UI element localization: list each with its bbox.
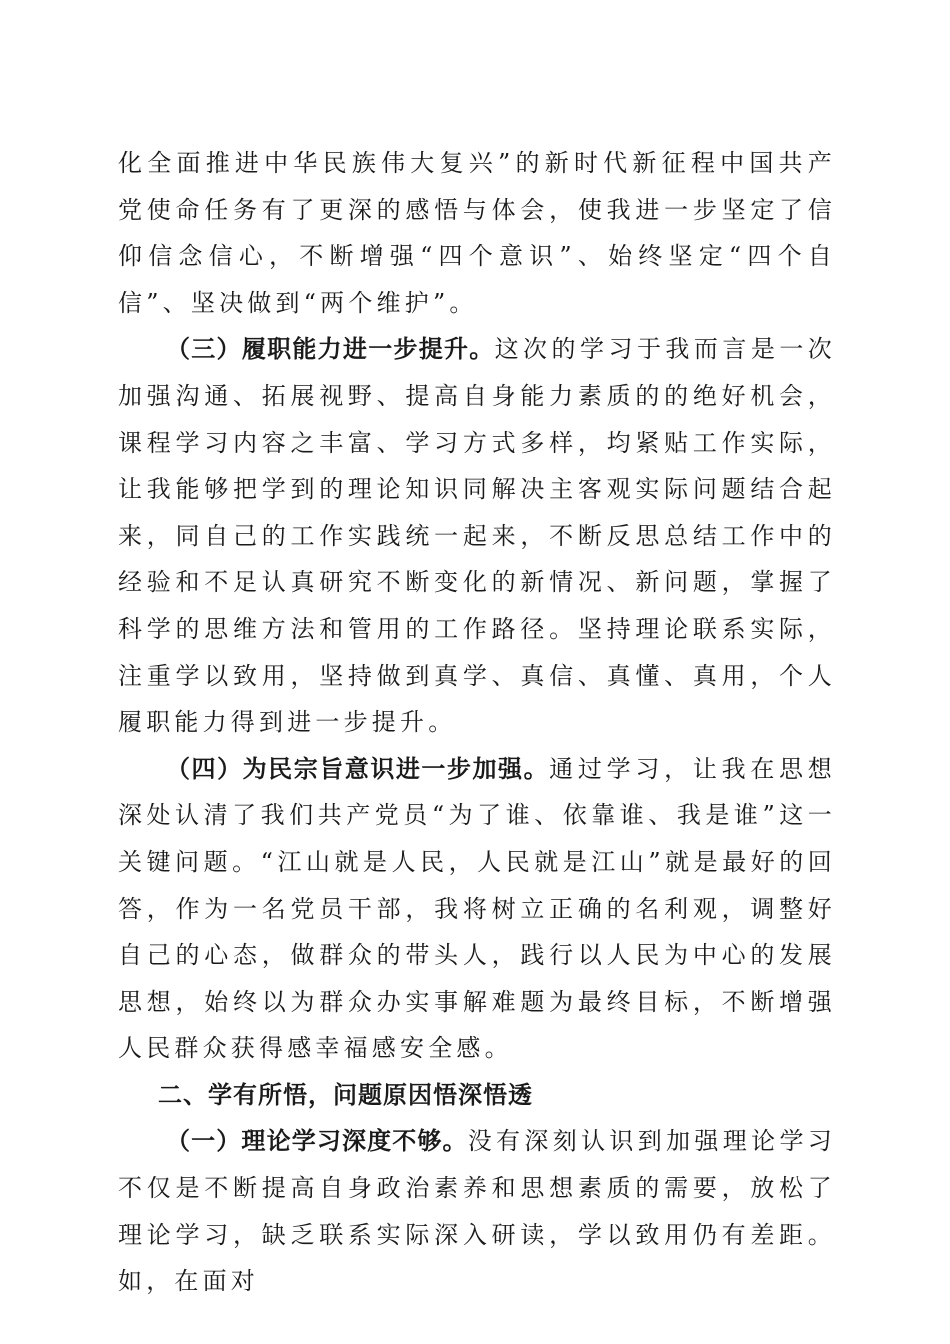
paragraph-body: 没有深刻认识到加强理论学习不仅是不断提高自身政治素养和思想素质的需要，放松了理论学习，缺乏联系实际深入研读，学以致用仍有差距。如，在面对 [118,1127,836,1296]
paragraph-performance-ability [118,326,836,745]
section-heading: 二、学有所悟，问题原因悟深悟透 [158,1080,533,1109]
paragraph-continuation: 化全面推进中华民族伟大复兴”的新时代新征程中国共产党使命任务有了更深的感悟与体会，使我进一步坚定了信仰信念信心，不断增强“四个意识”、始终坚定“四个自信”、坚决做到“两个维护”。 [118,149,836,317]
paragraph-lead-title: （四）为民宗旨意识进一步加强。 [166,754,550,783]
paragraph-lead-title: （一）理论学习深度不够。 [166,1127,468,1156]
document-page [118,140,836,1305]
paragraph-serving-people [118,746,836,1072]
paragraph-lead-title: （三）履职能力进一步提升。 [166,335,495,364]
paragraph-body: 这次的学习于我而言是一次加强沟通、拓展视野、提高自身能力素质的的绝好机会，课程学习内容之丰富、学习方式多样，均紧贴工作实际，让我能够把学到的理论知识同解决主客观实际问题结合起来，同自己的工作实践统一起来，不断反思总结工作中的经验和不足认真研究不断变化的新情况、新问题，掌握了科学的思维方法和管用的工作路径。坚持理论联系实际，注重学以致用，坚持做到真学、真信、真懂、真用，个人履职能力得到进一步提升。 [118,335,836,737]
paragraph-body: 通过学习，让我在思想深处认清了我们共产党员“为了谁、依靠谁、我是谁”这一关键问题。“江山就是人民，人民就是江山”就是最好的回答，作为一名党员干部，我将树立正确的名利观，调整好自己的心态，做群众的带头人，践行以人民为中心的发展思想，始终以为群众办实事解难题为最终目标，不断增强人民群众获得感幸福感安全感。 [118,754,836,1063]
paragraph-theory-study [118,1118,836,1304]
